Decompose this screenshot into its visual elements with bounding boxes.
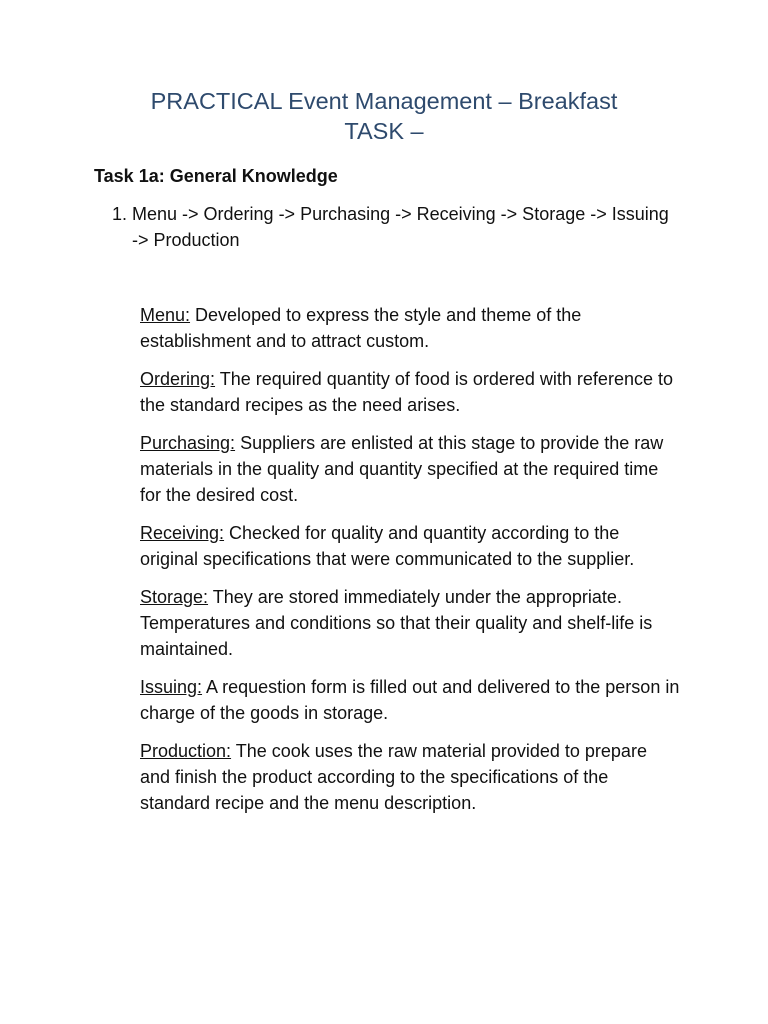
definition-text: Checked for quality and quantity according to the original specifications that were communicated to the supplier. [140,523,635,569]
definition-text: The required quantity of food is ordered with reference to the standard recipes as the need arises. [140,369,673,415]
definition-term: Purchasing: [140,433,236,453]
process-flow-text: Menu -> Ordering -> Purchasing -> Receiving -> Storage -> Issuing -> Production [132,204,669,250]
definition-term: Issuing: [140,677,203,697]
definition-term: Storage: [140,587,209,607]
definition-production [140,738,680,816]
definition-term: Ordering: [140,369,216,389]
title-line-1: PRACTICAL Event Management – Breakfast [150,88,618,114]
definition-term: Receiving: [140,523,225,543]
title-line-2: TASK – [344,118,424,144]
definition-text: Developed to express the style and theme of the establishment and to attract custom. [140,305,582,351]
definition-text: Suppliers are enlisted at this stage to provide the raw materials in the quality and quantity specified at the required time for the desired cost. [140,433,664,505]
definition-storage [140,584,680,662]
definition-text: They are stored immediately under the appropriate. Temperatures and conditions so that their quality and shelf-life is maintained. [140,587,653,659]
definition-text: The cook uses the raw material provided to prepare and finish the product according to the specifications of the standard recipe and the menu description. [140,741,647,813]
definition-term: Production: [140,741,232,761]
definition-purchasing [140,430,680,508]
section-heading: Task 1a: General Knowledge [94,166,338,186]
definition-receiving [140,520,680,572]
definition-issuing [140,674,680,726]
process-flow-list-item [112,201,672,253]
definitions-list [140,302,680,828]
definition-ordering [140,366,680,418]
definition-term: Menu: [140,305,191,325]
list-number: 1. [112,204,128,224]
definition-text: A requestion form is filled out and delivered to the person in charge of the goods in storage. [140,677,680,723]
document-title [60,86,708,146]
definition-menu [140,302,680,354]
